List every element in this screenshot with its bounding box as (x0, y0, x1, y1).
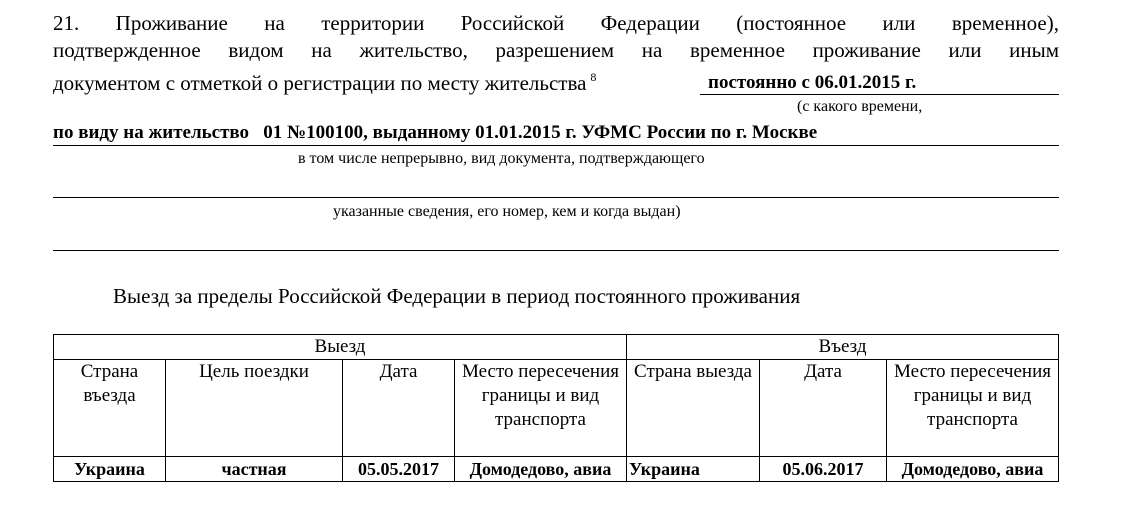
cell-arrival-border-point[interactable]: Домодедово, авиа (887, 457, 1059, 482)
item-21-line-2: подтвержденное видом на жительство, разрешением на временное проживание или иным (53, 38, 1059, 62)
trips-table (53, 334, 1059, 482)
residence-since-value[interactable]: постоянно с 06.01.2015 г. (708, 72, 917, 93)
document-continuation-line[interactable] (53, 197, 1059, 198)
col-exit-country: Страна выезда (627, 360, 760, 457)
residence-since-underline (700, 94, 1059, 95)
col-arrival-date: Дата (760, 360, 887, 457)
cell-departure-date[interactable]: 05.05.2017 (343, 457, 455, 482)
cell-exit-country[interactable]: Украина (627, 457, 760, 482)
item-21-line-3-text: документом с отметкой о регистрации по месту жительства (53, 71, 587, 95)
col-departure-date: Дата (343, 360, 455, 457)
residence-document-value[interactable]: по виду на жительство 01 №100100, выданному 01.01.2015 г. УФМС России по г. Москве (53, 122, 818, 143)
footnote-marker: 8 (590, 70, 597, 84)
col-trip-purpose: Цель поездки (166, 360, 343, 457)
caption-since: (с какого времени, (797, 98, 923, 115)
cell-arrival-date[interactable]: 05.06.2017 (760, 457, 887, 482)
arrival-group-header: Въезд (627, 335, 1059, 360)
cell-entry-country[interactable]: Украина (54, 457, 166, 482)
caption-details: указанные сведения, его номер, кем и когда выдан) (333, 203, 681, 220)
document-underline (53, 145, 1059, 146)
caption-document: в том числе непрерывно, вид документа, подтверждающего (298, 150, 705, 167)
trips-heading: Выезд за пределы Российской Федерации в период постоянного проживания (113, 284, 801, 308)
table-row (54, 457, 1059, 482)
item-21-line-1: 21. Проживание на территории Российской Федерации (постоянное или временное), (53, 11, 1059, 35)
details-underline[interactable] (53, 250, 1059, 251)
departure-group-header: Выезд (54, 335, 627, 360)
col-arrival-border-point: Место пересечения границы и вид транспорта (887, 360, 1059, 457)
col-entry-country: Страна въезда (54, 360, 166, 457)
col-departure-border-point: Место пересечения границы и вид транспорта (455, 360, 627, 457)
cell-trip-purpose[interactable]: частная (166, 457, 343, 482)
cell-departure-border-point[interactable]: Домодедово, авиа (455, 457, 627, 482)
